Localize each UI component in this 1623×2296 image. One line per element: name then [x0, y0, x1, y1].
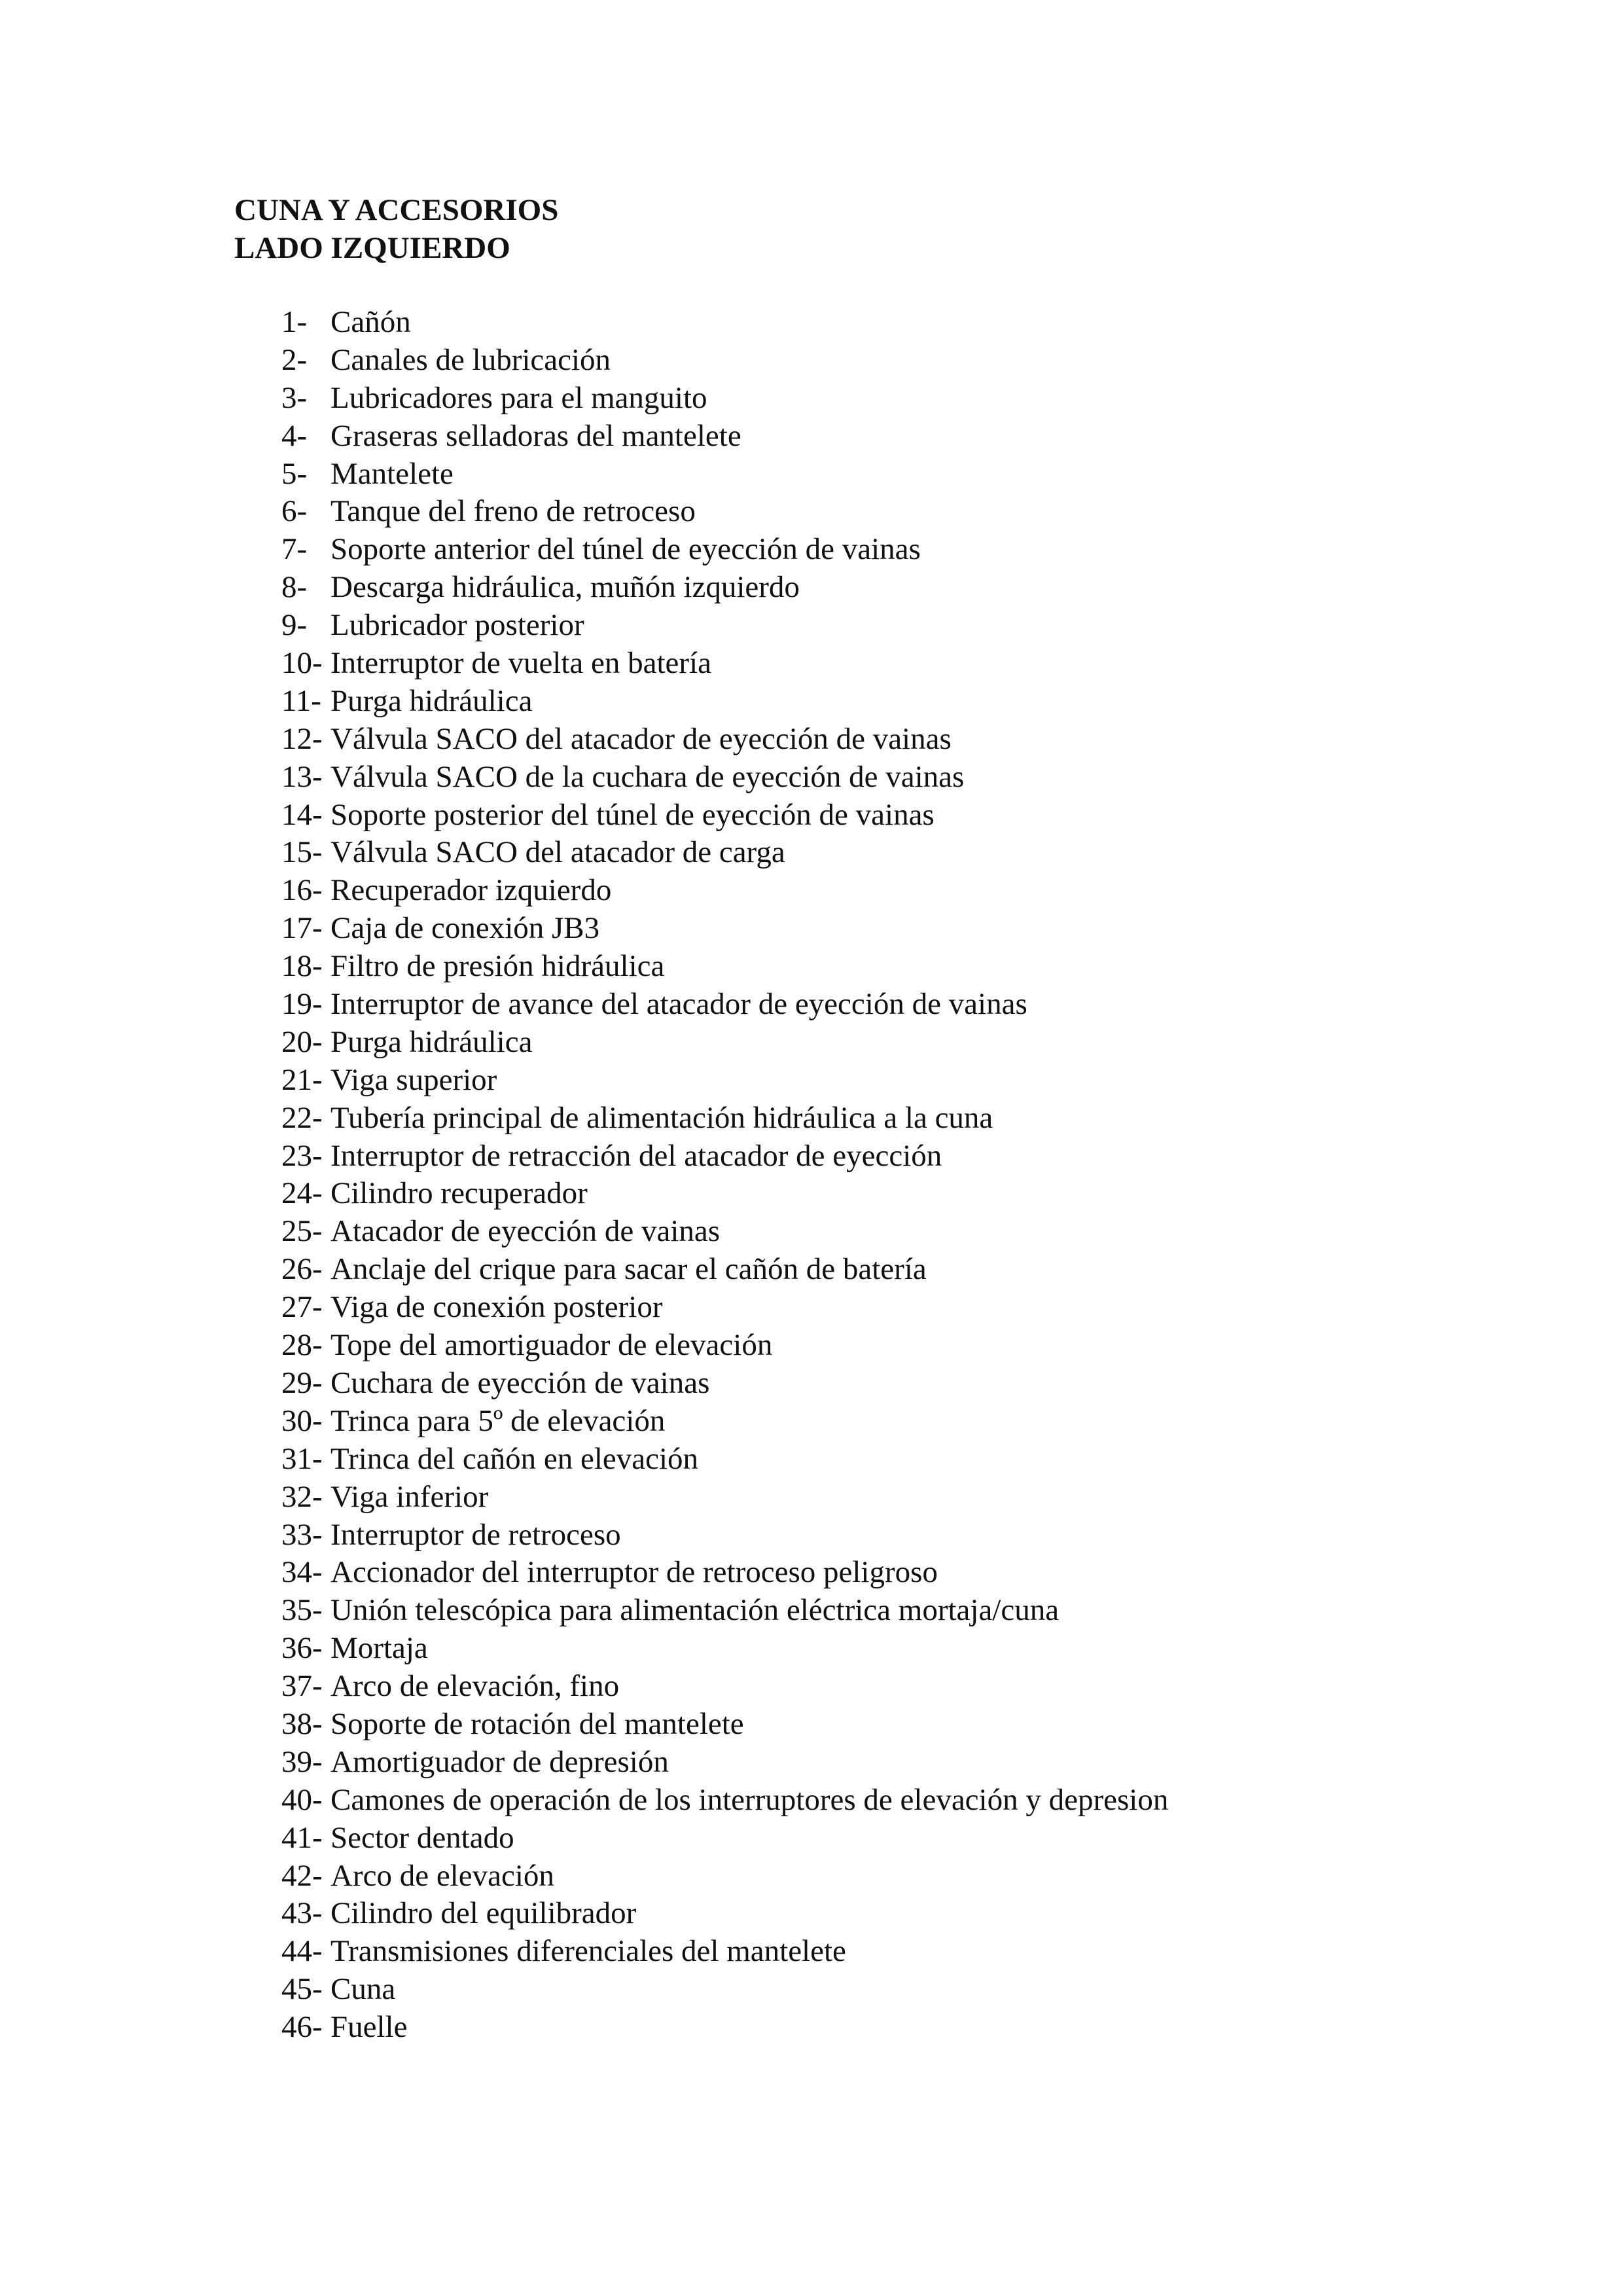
item-text: Mortaja	[330, 1631, 428, 1666]
item-text: Lubricadores para el manguito	[330, 380, 707, 415]
item-text: Viga de conexión posterior	[330, 1290, 663, 1325]
list-item	[281, 1365, 1168, 1403]
item-number: 20-	[281, 1024, 323, 1059]
item-number: 41-	[281, 1820, 323, 1855]
item-text: Atacador de eyección de vainas	[330, 1214, 721, 1249]
list-item	[281, 1024, 1168, 1062]
list-item	[281, 1630, 1168, 1668]
list-item	[281, 1100, 1168, 1138]
item-text: Sector dentado	[330, 1820, 514, 1855]
item-number: 21-	[281, 1062, 323, 1097]
list-item	[281, 1706, 1168, 1744]
list-item	[281, 1479, 1168, 1516]
item-number: 22-	[281, 1100, 323, 1135]
list-item	[281, 1251, 1168, 1289]
item-number: 5-	[281, 456, 308, 491]
item-text: Válvula SACO del atacador de eyección de vainas	[330, 721, 952, 756]
item-number: 14-	[281, 797, 323, 832]
item-number: 9-	[281, 608, 308, 643]
item-text: Amortiguador de depresión	[330, 1744, 669, 1779]
item-number: 40-	[281, 1782, 323, 1817]
list-item	[281, 1592, 1168, 1630]
list-item	[281, 1441, 1168, 1479]
item-number: 44-	[281, 1934, 323, 1969]
item-text: Tubería principal de alimentación hidráulica a la cuna	[330, 1100, 993, 1135]
item-number: 35-	[281, 1593, 323, 1628]
list-item	[281, 797, 1168, 834]
list-item	[281, 872, 1168, 910]
item-text: Purga hidráulica	[330, 683, 533, 718]
item-text: Soporte de rotación del mantelete	[330, 1706, 744, 1741]
item-number: 10-	[281, 646, 323, 681]
item-number: 7-	[281, 532, 308, 567]
item-text: Interruptor de avance del atacador de eyección de vainas	[330, 987, 1027, 1022]
item-text: Trinca para 5º de elevación	[330, 1403, 666, 1438]
item-number: 27-	[281, 1290, 323, 1325]
list-item	[281, 1971, 1168, 2009]
list-item	[281, 342, 1168, 380]
item-text: Soporte posterior del túnel de eyección de vainas	[330, 797, 935, 832]
item-text: Válvula SACO del atacador de carga	[330, 835, 785, 870]
list-item	[281, 607, 1168, 645]
item-number: 8-	[281, 570, 308, 605]
item-text: Accionador del interruptor de retroceso peligroso	[330, 1555, 938, 1590]
item-text: Camones de operación de los interruptores de elevación y depresion	[330, 1782, 1169, 1817]
item-number: 42-	[281, 1858, 323, 1893]
item-number: 1-	[281, 305, 308, 339]
list-item	[281, 721, 1168, 759]
item-number: 33-	[281, 1517, 323, 1552]
item-text: Cilindro del equilibrador	[330, 1896, 637, 1931]
item-text: Cuna	[330, 1972, 396, 2007]
item-number: 24-	[281, 1176, 323, 1211]
item-text: Anclaje del crique para sacar el cañón de batería	[330, 1252, 927, 1287]
list-item	[281, 2009, 1168, 2047]
heading-line-1: CUNA Y ACCESORIOS	[234, 193, 559, 227]
item-number: 25-	[281, 1214, 323, 1249]
item-number: 2-	[281, 342, 308, 377]
list-item	[281, 1744, 1168, 1782]
item-text: Canales de lubricación	[330, 342, 611, 377]
item-text: Interruptor de retroceso	[330, 1517, 621, 1552]
item-text: Arco de elevación, fino	[330, 1669, 620, 1704]
list-item	[281, 683, 1168, 721]
list-item	[281, 493, 1168, 531]
item-text: Cilindro recuperador	[330, 1176, 588, 1211]
item-number: 45-	[281, 1972, 323, 2007]
item-number: 28-	[281, 1328, 323, 1363]
item-number: 29-	[281, 1365, 323, 1400]
list-item	[281, 1062, 1168, 1100]
item-number: 4-	[281, 418, 308, 453]
list-item	[281, 1138, 1168, 1175]
item-number: 11-	[281, 683, 321, 718]
item-number: 19-	[281, 987, 323, 1022]
item-number: 3-	[281, 380, 308, 415]
item-text: Cañón	[330, 305, 411, 339]
item-text: Unión telescópica para alimentación eléctrica mortaja/cuna	[330, 1593, 1060, 1628]
item-number: 39-	[281, 1744, 323, 1779]
list-item	[281, 1403, 1168, 1441]
item-text: Transmisiones diferenciales del mantelete	[330, 1934, 846, 1969]
item-number: 30-	[281, 1403, 323, 1438]
item-text: Tanque del freno de retroceso	[330, 494, 696, 529]
item-text: Soporte anterior del túnel de eyección de vainas	[330, 532, 921, 567]
item-text: Purga hidráulica	[330, 1024, 533, 1059]
list-item	[281, 1554, 1168, 1592]
list-item	[281, 1895, 1168, 1933]
item-text: Descarga hidráulica, muñón izquierdo	[330, 570, 800, 605]
list-item	[281, 1933, 1168, 1971]
item-text: Fuelle	[330, 2010, 408, 2045]
list-item	[281, 1782, 1168, 1820]
item-number: 32-	[281, 1479, 323, 1514]
item-text: Interruptor de retracción del atacador de eyección	[330, 1138, 942, 1173]
list-item	[281, 1175, 1168, 1213]
item-text: Mantelete	[330, 456, 454, 491]
list-item	[281, 645, 1168, 683]
item-text: Graseras selladoras del mantelete	[330, 418, 741, 453]
list-item	[281, 1289, 1168, 1327]
item-number: 12-	[281, 721, 323, 756]
item-text: Válvula SACO de la cuchara de eyección de vainas	[330, 759, 965, 794]
item-number: 31-	[281, 1441, 323, 1476]
item-number: 43-	[281, 1896, 323, 1931]
item-number: 46-	[281, 2010, 323, 2045]
heading-line-2: LADO IZQUIERDO	[234, 231, 510, 265]
item-number: 36-	[281, 1631, 323, 1666]
list-item	[281, 1213, 1168, 1251]
item-text: Viga inferior	[330, 1479, 489, 1514]
list-item	[281, 456, 1168, 493]
document-heading	[234, 191, 558, 267]
list-item	[281, 910, 1168, 948]
list-item	[281, 380, 1168, 418]
item-text: Recuperador izquierdo	[330, 873, 612, 908]
list-item	[281, 304, 1168, 342]
list-item	[281, 418, 1168, 456]
item-number: 23-	[281, 1138, 323, 1173]
item-text: Lubricador posterior	[330, 608, 584, 643]
list-item	[281, 531, 1168, 569]
item-number: 17-	[281, 911, 323, 946]
item-number: 15-	[281, 835, 323, 870]
list-item	[281, 759, 1168, 797]
list-item	[281, 1857, 1168, 1895]
item-text: Cuchara de eyección de vainas	[330, 1365, 710, 1400]
item-text: Viga superior	[330, 1062, 497, 1097]
list-item	[281, 1327, 1168, 1365]
item-number: 38-	[281, 1706, 323, 1741]
list-item	[281, 834, 1168, 872]
list-item	[281, 569, 1168, 607]
item-text: Trinca del cañón en elevación	[330, 1441, 699, 1476]
list-item	[281, 948, 1168, 986]
item-number: 26-	[281, 1252, 323, 1287]
item-text: Interruptor de vuelta en batería	[330, 646, 711, 681]
item-number: 18-	[281, 949, 323, 984]
item-number: 34-	[281, 1555, 323, 1590]
item-number: 16-	[281, 873, 323, 908]
item-number: 13-	[281, 759, 323, 794]
item-text: Arco de elevación	[330, 1858, 554, 1893]
list-item	[281, 1516, 1168, 1554]
list-item	[281, 1668, 1168, 1706]
parts-list	[281, 304, 1168, 2047]
item-text: Caja de conexión JB3	[330, 911, 600, 946]
item-text: Tope del amortiguador de elevación	[330, 1328, 773, 1363]
item-number: 37-	[281, 1669, 323, 1704]
list-item	[281, 986, 1168, 1024]
item-number: 6-	[281, 494, 308, 529]
list-item	[281, 1820, 1168, 1857]
item-text: Filtro de presión hidráulica	[330, 949, 665, 984]
